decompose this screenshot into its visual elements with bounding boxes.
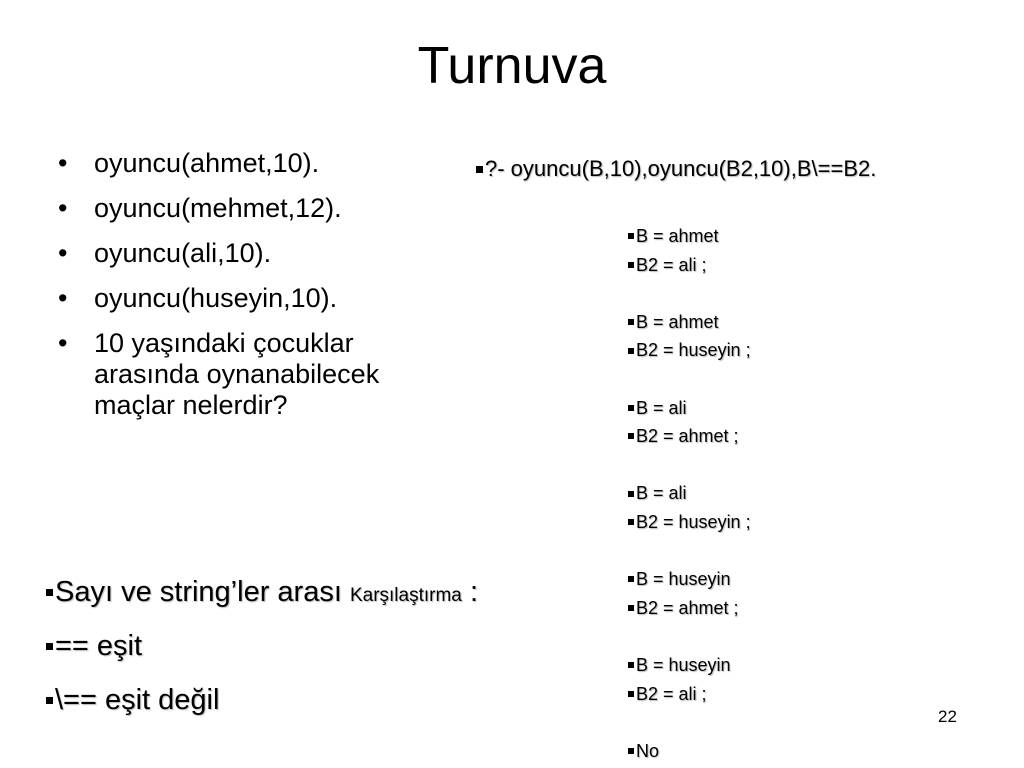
fact-text: oyuncu(mehmet,12). — [94, 193, 342, 223]
fact-item — [58, 283, 418, 314]
answer-line — [628, 251, 751, 280]
question-text: 10 yaşındaki çocuklar arasında oynanabilecek maçlar nelerdir? — [94, 328, 380, 420]
comparison-heading — [46, 572, 478, 626]
slide-title: Turnuva — [417, 37, 607, 95]
question-item — [58, 328, 418, 421]
square-bullet-icon — [628, 748, 634, 754]
square-bullet-icon — [628, 348, 634, 354]
answer-text: B = ali — [636, 483, 687, 504]
answer-text: B2 = ali ; — [636, 683, 707, 704]
answer-line — [628, 680, 751, 709]
square-bullet-icon — [628, 576, 634, 582]
query-text: ?- oyuncu(B,10),oyuncu(B2,10),B\==B2. — [485, 156, 877, 181]
square-bullet-icon — [628, 405, 634, 411]
square-bullet-icon — [46, 697, 53, 704]
answer-spacer — [628, 451, 751, 480]
not-equal-operator-text: \== eşit değil — [55, 684, 220, 716]
answer-spacer — [628, 708, 751, 737]
answer-text: B2 = huseyin ; — [636, 511, 751, 532]
not-equal-operator-item — [46, 680, 478, 734]
square-bullet-icon — [628, 233, 634, 239]
bullet-icon: • — [58, 238, 68, 268]
answer-line — [628, 594, 751, 623]
answer-text: B = huseyin — [636, 654, 731, 675]
answer-line — [628, 308, 751, 337]
prolog-query — [476, 155, 876, 183]
answer-text: No — [636, 740, 660, 761]
comparison-list — [46, 572, 478, 734]
answer-text: B = ahmet — [636, 226, 719, 246]
bullet-icon: • — [58, 193, 68, 223]
fact-text: oyuncu(huseyin,10). — [94, 283, 338, 313]
answer-line — [628, 422, 751, 451]
equal-operator-text: == eşit — [55, 630, 143, 662]
square-bullet-icon — [628, 491, 634, 497]
square-bullet-icon — [476, 166, 483, 173]
square-bullet-icon — [628, 319, 634, 325]
answer-spacer — [628, 537, 751, 566]
square-bullet-icon — [46, 643, 53, 650]
answer-text: B2 = ahmet ; — [636, 426, 739, 447]
square-bullet-icon — [628, 691, 634, 697]
square-bullet-icon — [628, 262, 634, 268]
fact-text: oyuncu(ahmet,10). — [94, 148, 320, 178]
answer-text: B = huseyin — [636, 569, 731, 590]
equal-operator-item — [46, 626, 478, 680]
answers-list — [628, 222, 751, 765]
fact-item — [58, 193, 418, 224]
square-bullet-icon — [628, 605, 634, 611]
answer-text: B2 = ahmet ; — [636, 597, 739, 618]
answer-line — [628, 222, 751, 251]
fact-item — [58, 148, 418, 179]
square-bullet-icon — [628, 519, 634, 525]
comparison-heading-text: Sayı ve string’ler arası — [55, 576, 342, 608]
square-bullet-icon — [46, 589, 53, 596]
bullet-icon: • — [58, 148, 68, 178]
square-bullet-icon — [628, 433, 634, 439]
answer-line — [628, 651, 751, 680]
answer-line — [628, 737, 751, 766]
answer-line — [628, 479, 751, 508]
bullet-icon: • — [58, 283, 68, 313]
answer-text: B = ahmet — [636, 311, 719, 332]
answer-line — [628, 508, 751, 537]
facts-list — [58, 148, 418, 435]
answer-spacer — [628, 279, 751, 308]
answer-spacer — [628, 622, 751, 651]
answer-line — [628, 394, 751, 423]
fact-text: oyuncu(ali,10). — [94, 238, 272, 268]
square-bullet-icon — [628, 662, 634, 668]
fact-item — [58, 238, 418, 269]
answer-text: B2 = ali ; — [636, 254, 707, 275]
comparison-heading-small: Karşılaştırma — [349, 585, 462, 606]
comparison-heading-colon: : — [469, 576, 478, 608]
answer-text: B2 = huseyin ; — [636, 340, 751, 361]
bullet-icon: • — [58, 328, 68, 358]
page-number: 22 — [938, 707, 957, 726]
answer-line — [628, 565, 751, 594]
answer-text: B = ali — [636, 397, 687, 418]
answer-spacer — [628, 365, 751, 394]
answer-line — [628, 336, 751, 365]
